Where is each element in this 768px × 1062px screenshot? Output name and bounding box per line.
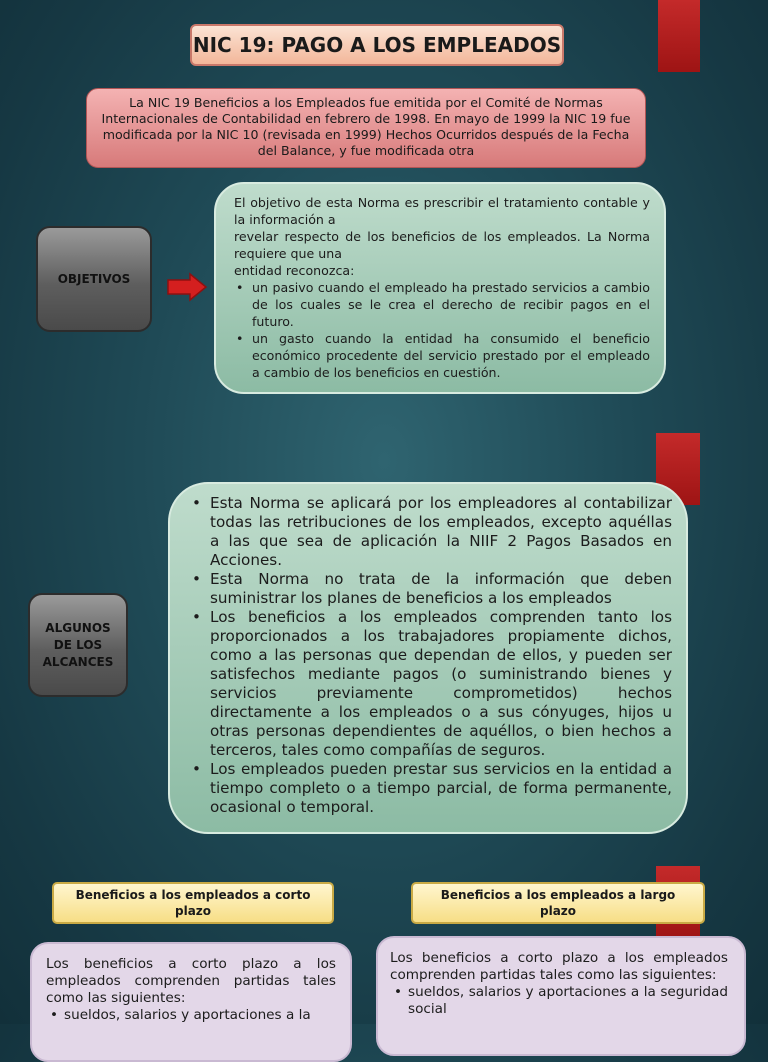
alcances-label-line: DE LOS bbox=[53, 637, 103, 652]
largo-plazo-content-box bbox=[376, 936, 746, 1056]
largo-plazo-list bbox=[390, 984, 728, 1018]
largo-plazo-list-item: • sueldos, salarios y aportaciones a la seguridad social bbox=[390, 984, 728, 1018]
alcances-label-box bbox=[28, 593, 128, 697]
alcances-list-item: • Esta Norma se aplicará por los empleadores al contabilizar todas las retribuciones de los empleados, excepto aquéllas a las que sea de aplicación la NIIF 2 Pagos Basados en Acciones. bbox=[188, 494, 672, 570]
objetivos-paragraph-3: entidad reconozca: bbox=[234, 263, 355, 278]
corto-plazo-label-box bbox=[52, 882, 334, 924]
right-arrow-icon bbox=[166, 272, 208, 302]
intro-text-box: La NIC 19 Beneficios a los Empleados fue emitida por el Comité de Normas Internacionales de Contabilidad en febrero de 1998. En mayo de 1999 la NIC 19 fue modificada por la NIC 10 (revisada en 1999) Hechos Ocurridos después de la Fecha del Balance, y fue modificada otra bbox=[86, 88, 646, 168]
corto-plazo-text: Los beneficios a corto plazo a los empleados comprenden partidas tales como las siguientes: bbox=[46, 956, 336, 1006]
objetivos-list-item: • un gasto cuando la entidad ha consumido el beneficio económico procedente del servicio prestado por el empleado a cambio de los beneficios en cuestión. bbox=[234, 330, 650, 381]
largo-plazo-label: Beneficios a los empleados a largo plazo bbox=[440, 888, 676, 918]
corto-plazo-content-box bbox=[30, 942, 352, 1062]
largo-plazo-text: Los beneficios a corto plazo a los empleados comprenden partidas tales como las siguientes: bbox=[390, 950, 728, 983]
objetivos-content-box bbox=[214, 182, 666, 394]
objetivos-paragraph-1: El objetivo de esta Norma es prescribir el tratamiento contable y la información a bbox=[234, 195, 650, 227]
objetivos-label: OBJETIVOS bbox=[57, 271, 131, 286]
alcances-label-line: ALGUNOS bbox=[45, 620, 111, 635]
corto-plazo-list-item: • sueldos, salarios y aportaciones a la bbox=[46, 1007, 336, 1024]
objetivos-paragraph-2: revelar respecto de los beneficios de los empleados. La Norma requiere que una bbox=[234, 229, 650, 261]
objetivos-label-box bbox=[36, 226, 152, 332]
alcances-label-line: ALCANCES bbox=[42, 654, 114, 669]
alcances-content-box bbox=[168, 482, 688, 834]
page-title: NIC 19: PAGO A LOS EMPLEADOS bbox=[190, 24, 564, 66]
red-accent-bar-top bbox=[658, 0, 700, 72]
alcances-list-item: • Esta Norma no trata de la información que deben suministrar los planes de beneficios a los empleados bbox=[188, 570, 672, 608]
alcances-list-item: • Los beneficios a los empleados comprenden tanto los proporcionados a los trabajadores propiamente dichos, como a las personas que dependan de ellos, y pueden ser satisfechos mediante pagos (o suministrando bienes y servicios previamente comprometidos) hechos directamente a los empleados o a sus cónyuges, hijos u otras personas dependientes de aquéllos, o bien hechos a terceros, tales como compañías de seguros. bbox=[188, 608, 672, 760]
objetivos-list-item: • un pasivo cuando el empleado ha prestado servicios a cambio de los cuales se le crea el derecho de recibir pagos en el futuro. bbox=[234, 279, 650, 330]
largo-plazo-label-box bbox=[411, 882, 705, 924]
alcances-list bbox=[188, 494, 672, 817]
alcances-list-item: • Los empleados pueden prestar sus servicios en la entidad a tiempo completo o a tiempo parcial, de forma permanente, ocasional o temporal. bbox=[188, 760, 672, 817]
corto-plazo-list bbox=[46, 1007, 336, 1024]
objetivos-list bbox=[234, 279, 650, 381]
corto-plazo-label: Beneficios a los empleados a corto plazo bbox=[75, 888, 311, 918]
